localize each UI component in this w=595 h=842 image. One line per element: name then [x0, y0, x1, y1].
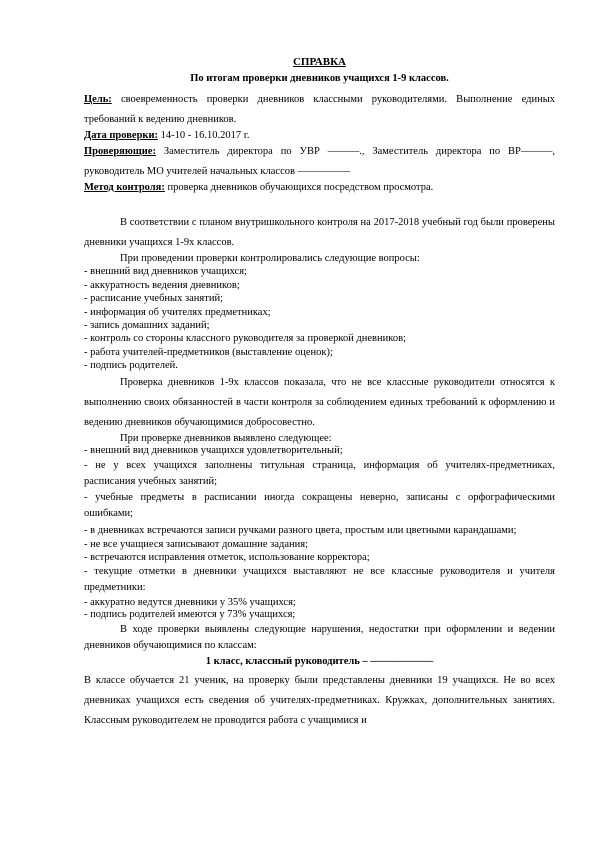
list-item: - расписание учебных занятий;: [84, 293, 223, 305]
goal-paragraph: [84, 90, 555, 130]
inspectors-paragraph: [84, 142, 555, 182]
list-item: - в дневниках встречаются записи ручками разного цвета, простым или цветными карандашами;: [84, 524, 517, 536]
findings-list: [84, 445, 555, 622]
list-item: - не все учащиеся записывают домашние задания;: [84, 539, 308, 551]
list-item: - внешний вид дневников учащихся удовлетворительный;: [84, 445, 343, 457]
list-item: - информация об учителях предметниках;: [84, 306, 271, 318]
inspectors-text: Заместитель директора по УВР ———., Заместитель директора по ВР———, руководитель МО учителей начальных классов —————: [84, 146, 555, 178]
list-item: - запись домашних заданий;: [84, 319, 210, 331]
date-paragraph: [84, 130, 555, 143]
list-item: - аккуратно ведутся дневники у 35% учащихся;: [84, 596, 296, 608]
goal-text: своевременность проверки дневников классными руководителями. Выполнение единых требований к ведению дневников.: [84, 93, 555, 125]
questions-intro: При проведении проверки контролировались следующие вопросы:: [120, 252, 420, 264]
findings-intro: При проверке дневников выявлено следующее:: [120, 432, 332, 444]
list-item: - работа учителей-предметников (выставление оценок);: [84, 346, 333, 358]
intro-paragraph: В соответствии с планом внутришкольного контроля на 2017-2018 учебный год были проверены дневники учащихся 1-9х классов.: [84, 216, 555, 248]
method-text: проверка дневников обучающихся посредством просмотра.: [164, 182, 434, 194]
class1-heading: 1 класс, классный руководитель – ——————: [205, 656, 434, 668]
violations-paragraph: В ходе проверки выявлены следующие нарушения, недостатки при оформлении и ведении дневников обучающимися по классам:: [84, 623, 555, 652]
result-paragraph: Проверка дневников 1-9х классов показала, что не все классные руководители относятся к выполнению своих обязанностей в части контроля за соблюдением единых требований к оформлению и ведению дневников обучающимися добросовестно.: [84, 376, 555, 428]
method-label: Метод контроля:: [84, 182, 165, 194]
list-item: - аккуратность ведения дневников;: [84, 279, 240, 291]
list-item: - встречаются исправления отметок, использование корректора;: [84, 551, 370, 563]
list-item: - подпись родителей.: [84, 360, 178, 372]
document-subtitle: По итогам проверки дневников учащихся 1-9 классов.: [190, 73, 449, 85]
list-item: - подпись родителей имеются у 73% учащихся;: [84, 609, 296, 621]
document-title: СПРАВКА: [292, 56, 346, 68]
inspectors-label: Проверяющие:: [84, 146, 156, 158]
list-item: - контроль со стороны классного руководителя за проверкой дневников;: [84, 333, 406, 345]
goal-label: Цель:: [84, 93, 112, 105]
questions-list: [84, 265, 555, 373]
list-item: - учебные предметы в расписании иногда сокращены неверно, записаны с орфографическими ошибками;: [84, 492, 555, 520]
date-label: Дата проверки:: [84, 129, 159, 141]
spacer: [84, 195, 555, 213]
method-paragraph: [84, 182, 555, 195]
list-item: - не у всех учащихся заполнены титульная страница, информация об учителях-предметниках, расписания учебных занятий;: [84, 459, 555, 487]
list-item: - внешний вид дневников учащихся;: [84, 266, 247, 278]
class1-paragraph: В классе обучается 21 ученик, на проверку были представлены дневники 19 учащихся. Не во всех дневниках учащихся есть сведения об учителях-предметниках. Кружках, дополнительных занятиях. Классным руководителем не проводится работа с учащимися и: [84, 675, 555, 726]
list-item: - текущие отметки в дневники учащихся выставляют не все классные руководителя и учителя предметники:: [84, 566, 555, 594]
date-text: 14-10 - 16.10.2017 г.: [158, 129, 250, 141]
